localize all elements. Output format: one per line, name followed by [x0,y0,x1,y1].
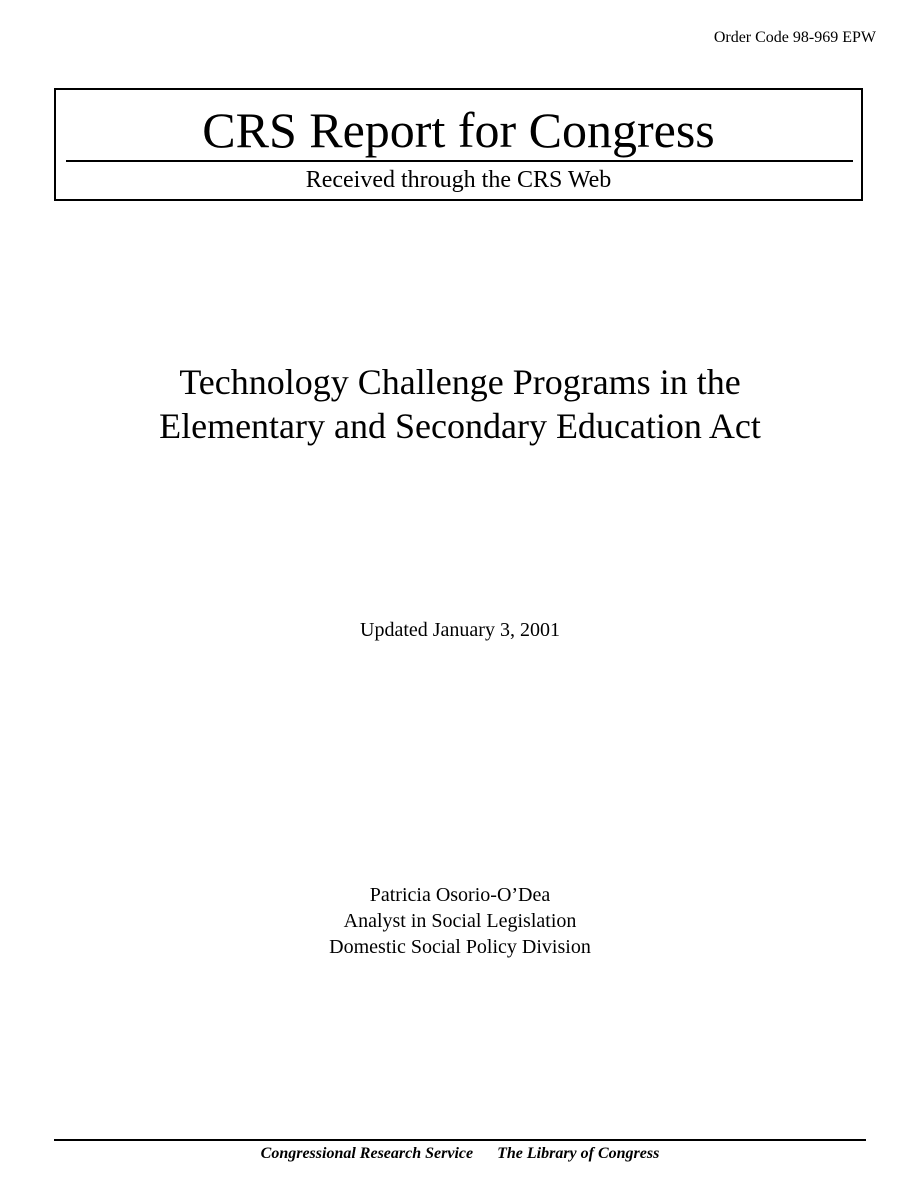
footer-library: The Library of Congress [497,1145,660,1162]
author-name: Patricia Osorio-O’Dea [369,884,551,906]
footer [0,1143,920,1165]
report-header-box [54,88,863,201]
order-code: Order Code 98-969 EPW [713,29,876,46]
author-position: Analyst in Social Legislation [343,910,577,932]
author-division: Domestic Social Policy Division [329,936,591,958]
report-title-line-1: Technology Challenge Programs in the [179,362,741,402]
header-divider [66,160,853,162]
header-subtitle: Received through the CRS Web [305,167,612,193]
header-title: CRS Report for Congress [202,102,715,158]
author-block [0,882,920,960]
footer-divider [54,1139,866,1141]
report-title [60,360,860,448]
report-title-line-2: Elementary and Secondary Education Act [159,406,761,446]
updated-date: Updated January 3, 2001 [360,619,560,641]
footer-crs: Congressional Research Service [260,1145,474,1162]
